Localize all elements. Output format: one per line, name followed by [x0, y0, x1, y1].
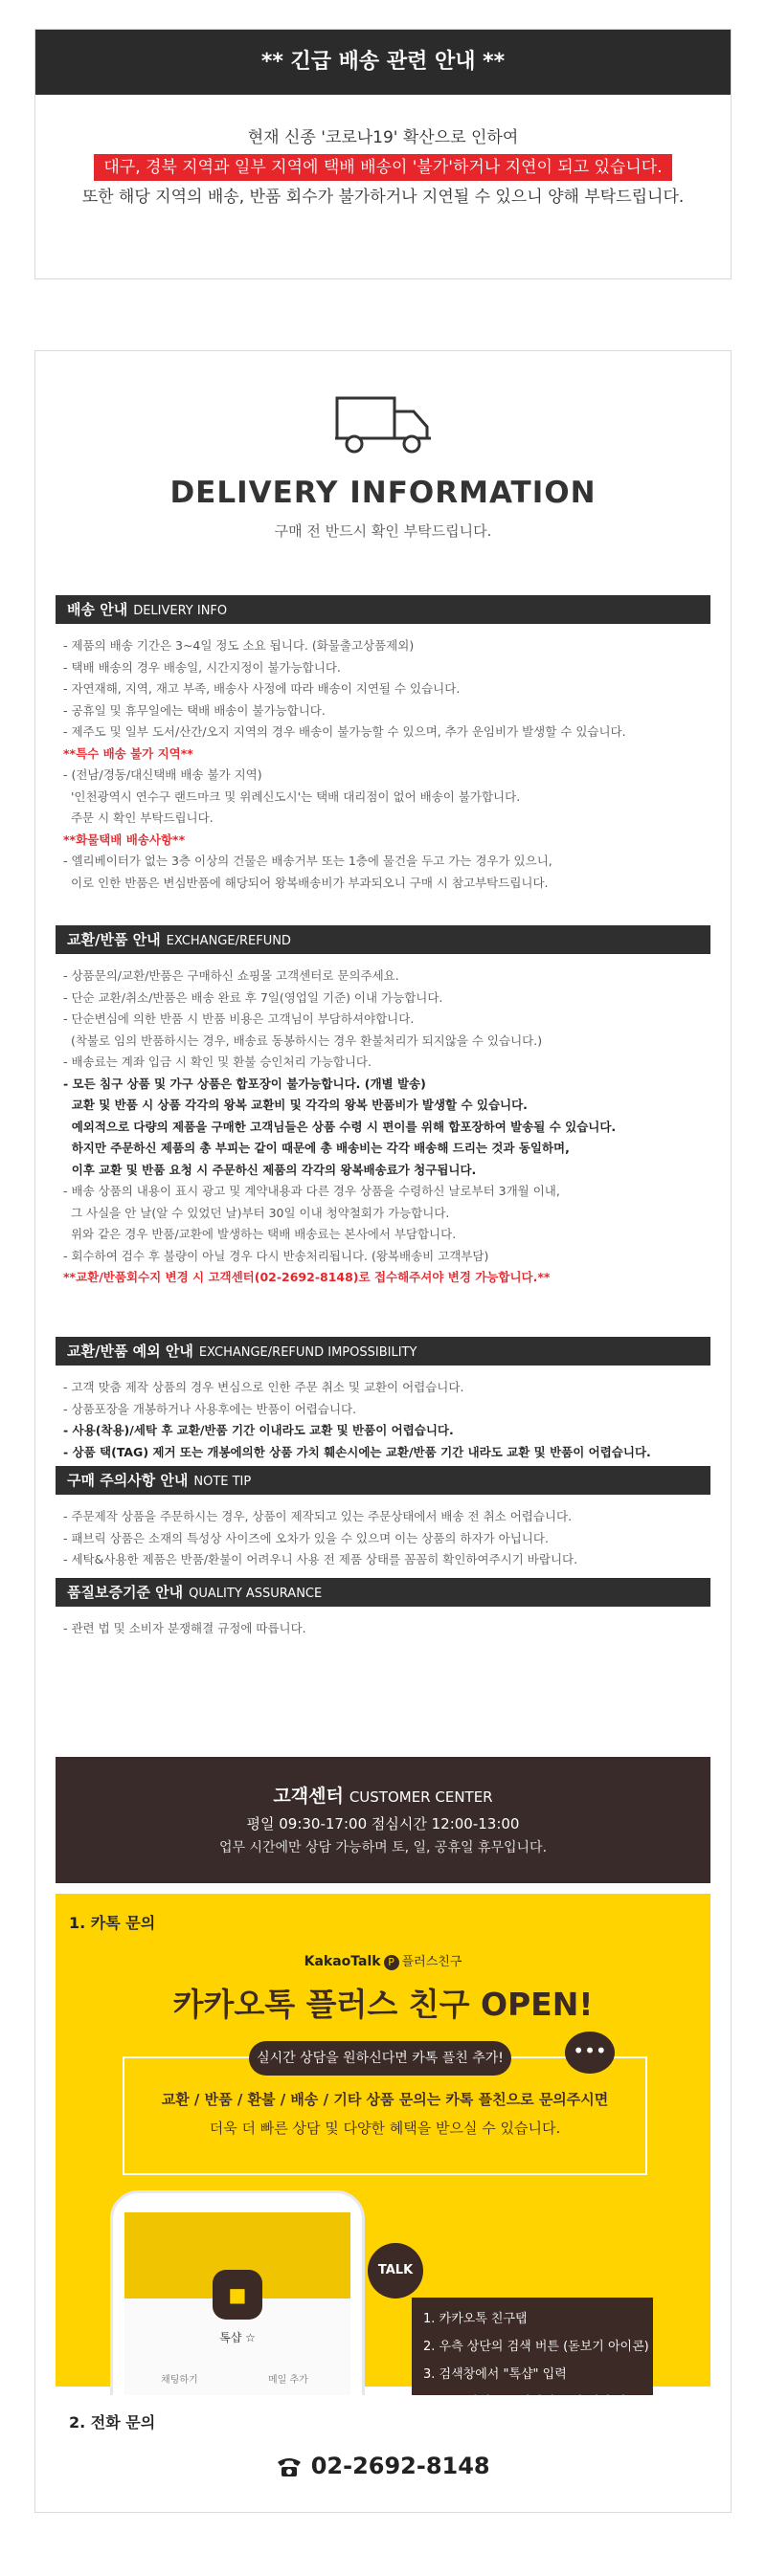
section-title-en: EXCHANGE/REFUND IMPOSSIBILITY [198, 1345, 417, 1360]
delivery-title: DELIVERY INFORMATION [169, 476, 597, 510]
telephone-icon [276, 2456, 303, 2477]
kakao-brand-name: KakaoTalk [304, 1954, 381, 1969]
info-line: - 단순변심에 의한 반품 시 반품 비용은 고객님이 부담하셔야합니다. [63, 1011, 415, 1026]
section-header [56, 1578, 710, 1607]
info-line: (착불로 임의 반품하시는 경우, 배송료 동봉하시는 경우 환불처리가 되지않을 수 있습니다.) [63, 1033, 543, 1048]
info-line: - 모든 침구 상품 및 가구 상품은 합포장이 불가능합니다. (개별 발송) [63, 1076, 426, 1091]
info-line: - 회수하여 검수 후 불량이 아닐 경우 다시 반송처리됩니다. (왕복배송비 고객부담) [63, 1248, 489, 1263]
info-line: - 배송료는 계좌 입금 시 확인 및 환불 승인처리 가능합니다. [63, 1055, 372, 1069]
customer-center [56, 1757, 710, 1883]
phone-chat-label: 채팅하기 [161, 2375, 198, 2386]
info-line: - 공휴일 및 휴무일에는 택배 배송이 불가능합니다. [63, 702, 326, 718]
info-line: - 세탁&사용한 제품은 반품/환불이 어려우니 사용 전 제품 상태를 꼼꼼히 확인하여주시기 바랍니다. [63, 1552, 578, 1566]
kakao-text-2: 더욱 더 빠른 상담 및 다양한 혜택을 받으실 수 있습니다. [209, 2120, 561, 2137]
phone-number[interactable] [56, 2453, 710, 2479]
section-header [56, 925, 710, 954]
info-line: 그 사실을 안 날(알 수 있었던 날)부터 30일 이내 청약철회가 가능합니다. [63, 1205, 450, 1220]
section-title-ko: 배송 안내 [67, 601, 128, 618]
phone-screen [124, 2212, 350, 2413]
info-line: - 상품 택(TAG) 제거 또는 개봉에의한 상품 가치 훼손시에는 교환/반품 기간 내라도 교환 및 반품이 어렵습니다. [63, 1444, 651, 1459]
kakao-text-1: 교환 / 반품 / 환불 / 배송 / 기타 상품 문의는 카톡 플친으로 문의주시면 [161, 2091, 609, 2108]
info-line: - (전남/경동/대신택배 배송 불가 지역) [63, 767, 262, 782]
info-section [56, 595, 710, 894]
notice-highlight: 대구, 경북 지역과 일부 지역에 택배 배송이 '불가'하거나 지연이 되고 있습니다. [94, 154, 671, 181]
phone-add-label: 메일 추가 [268, 2375, 308, 2386]
info-line: 이후 교환 및 반품 요청 시 주문하신 제품의 각각의 왕복배송료가 청구됩니다. [63, 1162, 477, 1177]
info-line: **특수 배송 불가 지역** [63, 745, 193, 761]
info-line: - 택배 배송의 경우 배송일, 시간지정이 불가능합니다. [63, 659, 341, 675]
info-line: - 단순 교환/취소/반품은 배송 완료 후 7일(영업일 기준) 이내 가능합니다. [63, 989, 443, 1005]
kakao-label: 1. 카톡 문의 [69, 1914, 156, 1932]
section-title-en: QUALITY ASSURANCE [189, 1587, 323, 1601]
info-line: - 고객 맞춤 제작 상품의 경우 변심으로 인한 주문 취소 및 교환이 어렵습니다. [63, 1380, 464, 1394]
section-lines [56, 1495, 710, 1571]
kakao-step: 1. 카카오톡 친구탭 [423, 2312, 528, 2326]
info-section [56, 925, 710, 1289]
info-line: - 사용(착용)/세탁 후 교환/반품 기간 이내라도 교환 및 반품이 어렵습니다. [63, 1423, 454, 1437]
truck-icon [335, 394, 431, 455]
plus-friend-icon: P [384, 1955, 399, 1970]
info-line: 하지만 주문하신 제품의 총 부피는 같이 때문에 총 배송비는 각각 배송해 드리는 것과 동일하며, [63, 1141, 570, 1155]
info-line: **교환/반품회수지 변경 시 고객센터(02-2692-8148)로 접수해주셔야 변경 가능합니다.** [63, 1270, 551, 1284]
notice-line-3: 또한 해당 지역의 배송, 반품 회수가 불가하거나 지연될 수 있으니 양해 부탁드립니다. [81, 188, 685, 207]
kakao-headline: 카카오톡 플러스 친구 OPEN! [172, 1986, 594, 2023]
section-lines [56, 954, 710, 1289]
section-title-ko: 구매 주의사항 안내 [67, 1472, 189, 1489]
cc-title: 고객센터 [273, 1786, 344, 1807]
info-line: - 상품포장을 개봉하거나 사용후에는 반품이 어렵습니다. [63, 1401, 357, 1416]
info-line: 주문 시 확인 부탁드립니다. [63, 811, 214, 825]
notice-title: ** 긴급 배송 관련 안내 ** [35, 30, 731, 95]
section-header [56, 1466, 710, 1495]
notice-line-1: 현재 신종 '코로나19' 확산으로 인하여 [247, 128, 519, 147]
info-line: - 주문제작 상품을 주문하시는 경우, 상품이 제작되고 있는 주문상태에서 배송 전 취소 어렵습니다. [63, 1509, 573, 1523]
section-header [56, 595, 710, 624]
kakao-step: 2. 우측 상단의 검색 버튼 (돋보기 아이콘) [423, 2340, 649, 2354]
info-line: - 패브릭 상품은 소재의 특성상 사이즈에 오차가 있을 수 있으며 이는 상품의 하자가 아닙니다. [63, 1530, 549, 1545]
phone-number-text: 02-2692-8148 [310, 2453, 490, 2479]
info-line: - 제주도 및 일부 도서/산간/오지 지역의 경우 배송이 불가능할 수 있으며, 추가 운임비가 발생할 수 있습니다. [63, 724, 626, 739]
phone-mockup [110, 2190, 365, 2416]
info-line: 이로 인한 반품은 변심반품에 해당되어 왕복배송비가 부과되오니 구매 시 참고부탁드립니다. [63, 875, 549, 890]
info-line: - 엘리베이터가 없는 3층 이상의 건물은 배송거부 또는 1층에 물건을 두고 가는 경우가 있으니, [63, 854, 552, 868]
emergency-notice [34, 29, 732, 279]
phone-shop-name: 톡샵 ☆ [219, 2331, 256, 2344]
talk-badge: TALK [368, 2243, 423, 2298]
info-line: 예외적으로 다량의 제품을 구매한 고객님들은 상품 수령 시 편이를 위해 합포장하여 발송될 수 있습니다. [63, 1119, 617, 1134]
kakao-step: 3. 검색창에서 "톡샵" 입력 [423, 2367, 567, 2382]
info-line: 위와 같은 경우 반품/교환에 발생하는 택배 배송료는 본사에서 부담합니다. [63, 1227, 457, 1241]
cc-title-en: CUSTOMER CENTER [349, 1788, 493, 1806]
kakao-inquiry [56, 1894, 710, 2387]
section-title-en: NOTE TIP [193, 1475, 252, 1489]
section-title-ko: 교환/반품 안내 [67, 931, 161, 948]
info-line: - 상품문의/교환/반품은 구매하신 쇼핑몰 고객센터로 문의주세요. [63, 968, 399, 983]
section-title-ko: 품질보증기준 안내 [67, 1584, 184, 1601]
info-line: - 제품의 배송 기간은 3~4일 정도 소요 됩니다. (화물출고상품제외) [63, 638, 415, 653]
kakao-frame [123, 2039, 647, 2175]
cc-hours: 평일 09:30-17:00 점심시간 12:00-13:00 [246, 1815, 520, 1832]
info-line: '인천광역시 연수구 랜드마크 및 위례신도시'는 택배 대리점이 없어 배송이 불가합니다. [63, 788, 521, 804]
delivery-info-box [34, 350, 732, 2513]
section-title-ko: 교환/반품 예외 안내 [67, 1343, 193, 1360]
shop-avatar-icon: ■ [213, 2270, 262, 2320]
info-line: - 자연재해, 지역, 재고 부족, 배송사 사정에 따라 배송이 지연될 수 있습니다. [63, 681, 461, 696]
cc-note: 업무 시간에만 상담 가능하며 토, 일, 공휴일 휴무입니다. [218, 1840, 548, 1855]
section-lines [56, 1366, 710, 1463]
chat-bubble-icon: ••• [565, 2032, 615, 2074]
info-line: - 배송 상품의 내용이 표시 광고 및 계약내용과 다른 경우 상품을 수령하신 날로부터 3개월 이내, [63, 1184, 560, 1198]
info-line: 교환 및 반품 시 상품 각각의 왕복 교환비 및 각각의 왕복 반품비가 발생할 수 있습니다. [63, 1098, 528, 1112]
kakao-brand [56, 1951, 710, 1970]
info-section [56, 1578, 710, 1640]
kakao-brand-sub: 플러스친구 [401, 1955, 462, 1969]
section-lines [56, 624, 710, 894]
info-line: **화물택배 배송사항** [63, 832, 186, 847]
section-lines [56, 1607, 710, 1640]
phone-inquiry-label: 2. 전화 문의 [69, 2413, 156, 2432]
phone-inquiry [56, 2395, 710, 2500]
notice-body [35, 95, 731, 211]
info-line: - 관련 법 및 소비자 분쟁해결 규정에 따릅니다. [63, 1621, 306, 1635]
delivery-subtitle: 구매 전 반드시 확인 부탁드립니다. [274, 522, 492, 540]
section-title-en: EXCHANGE/REFUND [166, 934, 291, 948]
kakao-pill: 실시간 상담을 원하신다면 카톡 플친 추가! [249, 2041, 511, 2076]
section-header [56, 1337, 710, 1366]
info-section [56, 1466, 710, 1571]
section-title-en: DELIVERY INFO [133, 604, 228, 618]
info-section [56, 1337, 710, 1463]
